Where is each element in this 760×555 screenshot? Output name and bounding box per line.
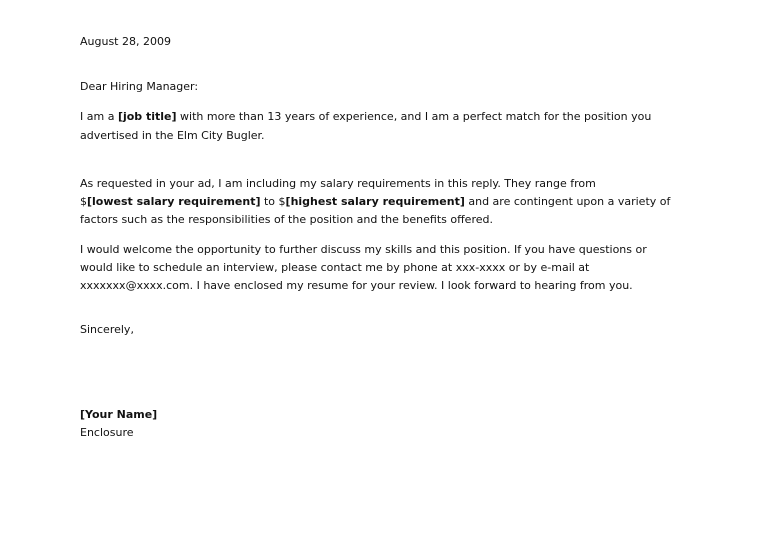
letter-date: August 28, 2009	[80, 35, 171, 48]
enclosure-note: Enclosure	[80, 426, 134, 439]
job-title-placeholder: [job title]	[117, 110, 177, 123]
p2-dollar: $	[80, 195, 87, 208]
p2-text-c: and are contingent upon a variety of	[464, 195, 671, 208]
p1-text-b: with more than 13 years of experience, and I am a perfect match for the position you	[176, 110, 652, 123]
your-name-placeholder: [Your Name]	[80, 408, 158, 421]
paragraph-2-line-1: As requested in your ad, I am including my salary requirements in this reply. They range from	[80, 177, 596, 190]
closing: Sincerely,	[80, 323, 134, 336]
highest-salary-placeholder: [highest salary requirement]	[285, 195, 465, 208]
lowest-salary-placeholder: [lowest salary requirement]	[87, 195, 261, 208]
paragraph-1-line-2: advertised in the Elm City Bugler.	[80, 129, 265, 142]
paragraph-1-line-1	[80, 110, 651, 124]
signature-name	[80, 408, 157, 422]
p1-text-a: I am a	[80, 110, 118, 123]
paragraph-2-line-2	[80, 195, 670, 209]
paragraph-3-line-3: xxxxxxx@xxxx.com. I have enclosed my resume for your review. I look forward to hearing from you.	[80, 279, 633, 292]
salutation: Dear Hiring Manager:	[80, 80, 199, 93]
paragraph-2-line-3: factors such as the responsibilities of the position and the benefits offered.	[80, 213, 493, 226]
paragraph-3-line-2: would like to schedule an interview, please contact me by phone at xxx-xxxx or by e-mail at	[80, 261, 590, 274]
paragraph-3-line-1: I would welcome the opportunity to further discuss my skills and this position. If you have questions or	[80, 243, 647, 256]
p2-text-to: to $	[260, 195, 286, 208]
